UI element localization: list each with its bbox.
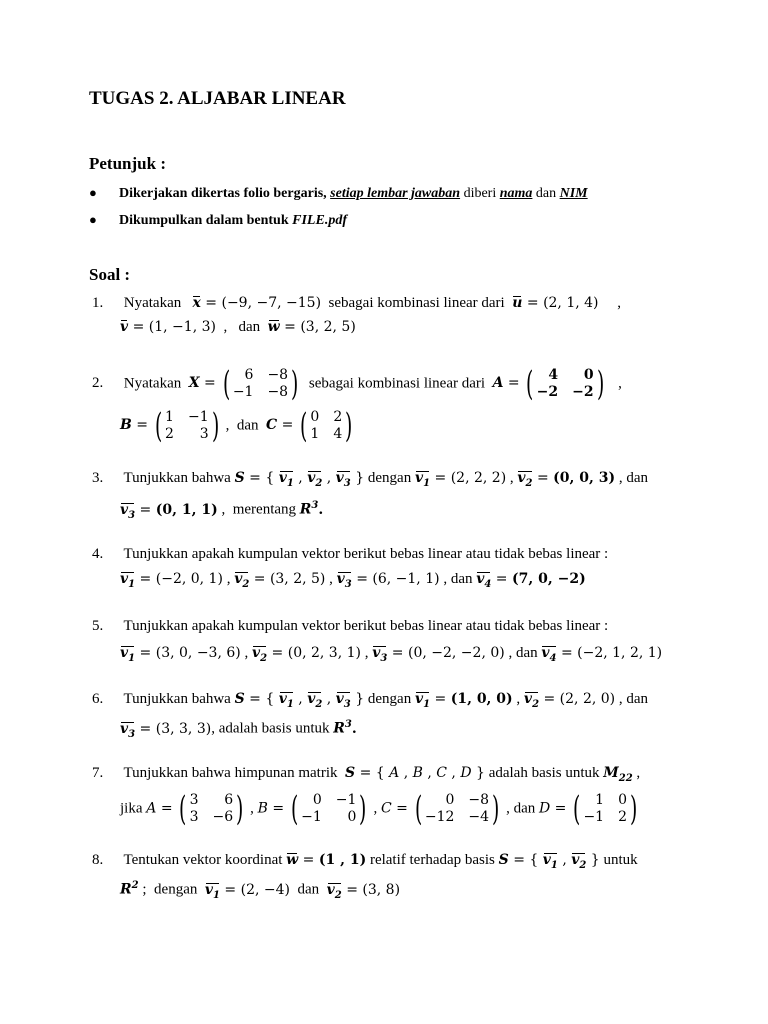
question-text: untuk <box>603 852 638 868</box>
question-text: Tunjukkan bahwa <box>123 470 231 486</box>
matrix-C: ( 0 −8 −12 −4 ) <box>414 789 500 829</box>
question-6-cont: $v_3 = (3$, 3, 3), adalah basis untuk $R^3$. <box>120 719 357 740</box>
question-text: Tunjukkan apakah kumpulan vektor berikut bebas linear atau tidak bebas linear : <box>123 618 609 634</box>
question-text: Nyatakan <box>123 375 182 392</box>
matrix-B: ( 0 −1 −1 0 ) <box>290 789 367 829</box>
matrix-D: ( 1 0 −1 2 ) <box>573 789 638 829</box>
vector-u-value: (2, 1, 4) <box>543 295 599 311</box>
bullet-underlined: nama <box>499 186 533 201</box>
soal-heading: Soal : <box>89 265 131 284</box>
question-number: 2. <box>92 375 104 392</box>
bullet-dot: ● <box>89 212 97 227</box>
bullet-item-2 <box>89 212 347 229</box>
question-7: 7. Tunjukkan bahwa himpunan matrik S = { A , B , C , D } adalah basis untuk $M_{22}$ , <box>92 765 641 784</box>
question-8-cont: $R^2$ ; dengan $v_1 = (2$, −4) dan $v_2 = (3$, 8) <box>120 880 401 901</box>
bullet-italic: FILE.pdf <box>292 213 347 228</box>
bullet-dot: ● <box>89 185 97 200</box>
question-text: dengan <box>367 470 412 486</box>
vector-v2-value: (0, 0, 3) <box>553 470 616 486</box>
bullet-text: diberi <box>463 186 497 201</box>
question-2-cont: B = ( 1 −1 2 3 ) , dan C = ( 0 2 1 4 ) <box>120 409 356 443</box>
question-text: dan <box>238 319 261 335</box>
matrix-A: ( 3 6 3 −6 ) <box>179 789 244 829</box>
question-number: 1. <box>92 295 104 311</box>
question-text: dan <box>515 645 538 661</box>
matrix-A: ( 4 0 −2 −2 ) <box>526 364 604 404</box>
question-4 <box>92 546 608 563</box>
question-4-cont: $v_1 = (-2$, 0, 1) , $v_2 = (3$, 2, 5) , $v_3 = (6$, −1, 1) , dan $v_4 = (7$, 0, −2) <box>120 571 586 590</box>
question-text: Tunjukkan bahwa himpunan matrik <box>123 765 338 781</box>
vector-w-value: (3, 2, 5) <box>300 319 356 335</box>
question-2: 2. Nyatakan X = ( 6 −8 −1 −8 ) sebagai kombinasi linear dari A = ( 4 0 −2 −2 ) , <box>92 364 622 404</box>
question-text: dan <box>626 470 649 486</box>
question-number: 8. <box>92 852 104 868</box>
question-number: 6. <box>92 691 104 707</box>
question-7-cont: jika A = ( 3 6 3 −6 ) , B = ( 0 −1 −1 0 ) , C = ( 0 −8 −12 −4 ) , dan D = ( 1 0 −1 2 ) <box>120 792 640 826</box>
petunjuk-heading: Petunjuk : <box>89 154 166 173</box>
matrix-C: ( 0 2 1 4 ) <box>300 406 353 446</box>
vector-v1-value: (2, 2, 2) <box>450 470 507 486</box>
question-text: dan <box>297 881 320 898</box>
vector-v3-value: (0, 1, 1) <box>155 501 218 518</box>
question-number: 5. <box>92 618 104 634</box>
question-text: sebagai kombinasi linear dari <box>328 295 505 311</box>
bullet-item-1 <box>89 185 588 202</box>
question-text: Tunjukkan bahwa <box>123 691 231 707</box>
question-3: 3. Tunjukkan bahwa S = { $v_1$ , $v_2$ , $v_3$ } dengan $v_1 = (2$, 2, 2) , $v_2 = (0$, 0, 3) , dan <box>92 470 649 489</box>
document-title: TUGAS 2. ALJABAR LINEAR <box>89 88 346 109</box>
question-number: 7. <box>92 765 104 781</box>
question-text: dan <box>236 417 259 434</box>
matrix-X: ( 6 −8 −1 −8 ) <box>222 364 299 404</box>
question-number: 3. <box>92 470 104 486</box>
question-number: 4. <box>92 546 104 562</box>
question-5-cont: $v_1 = (3$, 0, −3, 6) , $v_2 = (0$, 2, 3, 1) , $v_3 = (0$, −2, −2, 0) , dan $v_4 = (-2$, 1, 2, 1) <box>120 645 663 664</box>
vector-x-value: (−9, −7, −15) <box>221 295 322 311</box>
question-6: 6. Tunjukkan bahwa S = { $v_1$ , $v_2$ , $v_3$ } dengan $v_1 = (1$, 0, 0) , $v_2 = (2$, 2, 0) , dan <box>92 691 649 710</box>
question-text: dan <box>626 691 649 707</box>
bullet-underlined: NIM <box>559 186 588 201</box>
question-1: 1. Nyatakan x = (−9, −7, −15) sebagai kombinasi linear dari u = (2, 1, 4) , <box>92 295 622 311</box>
question-1-cont: v = (1, −1, 3) , dan w = (3, 2, 5) <box>120 319 356 335</box>
question-text: jika <box>120 800 143 817</box>
bullet-underlined: setiap lembar jawaban <box>330 186 461 201</box>
bullet-text: Dikumpulkan dalam bentuk <box>119 213 289 228</box>
question-text: sebagai kombinasi linear dari <box>308 375 486 392</box>
matrix-B: ( 1 −1 2 3 ) <box>154 406 219 446</box>
question-text: Tunjukkan apakah kumpulan vektor berikut bebas linear atau tidak bebas linear : <box>123 546 609 562</box>
question-text: dan <box>450 571 473 587</box>
question-3-cont: $v_3 = (0$, 1, 1) , merentang $R^3$. <box>120 500 324 521</box>
question-text: merentang <box>232 501 297 518</box>
bullet-text: Dikerjakan dikertas folio bergaris, <box>119 186 327 201</box>
question-text: Nyatakan <box>123 295 182 311</box>
question-text: dengan <box>154 881 198 898</box>
question-text: dan <box>513 800 536 817</box>
question-5 <box>92 618 608 635</box>
question-text: adalah basis untuk <box>488 765 600 781</box>
question-8: 8. Tentukan vektor koordinat w = (1 , 1) relatif terhadap basis S = { $v_1$ , $v_2$ } untuk <box>92 852 638 871</box>
question-text: adalah basis untuk <box>218 720 330 737</box>
question-text: dengan <box>367 691 412 707</box>
question-text: Tentukan vektor koordinat <box>123 852 283 868</box>
bullet-text: dan <box>535 186 557 201</box>
question-text: relatif terhadap basis <box>369 852 495 868</box>
vector-v-value: (1, −1, 3) <box>148 319 216 335</box>
